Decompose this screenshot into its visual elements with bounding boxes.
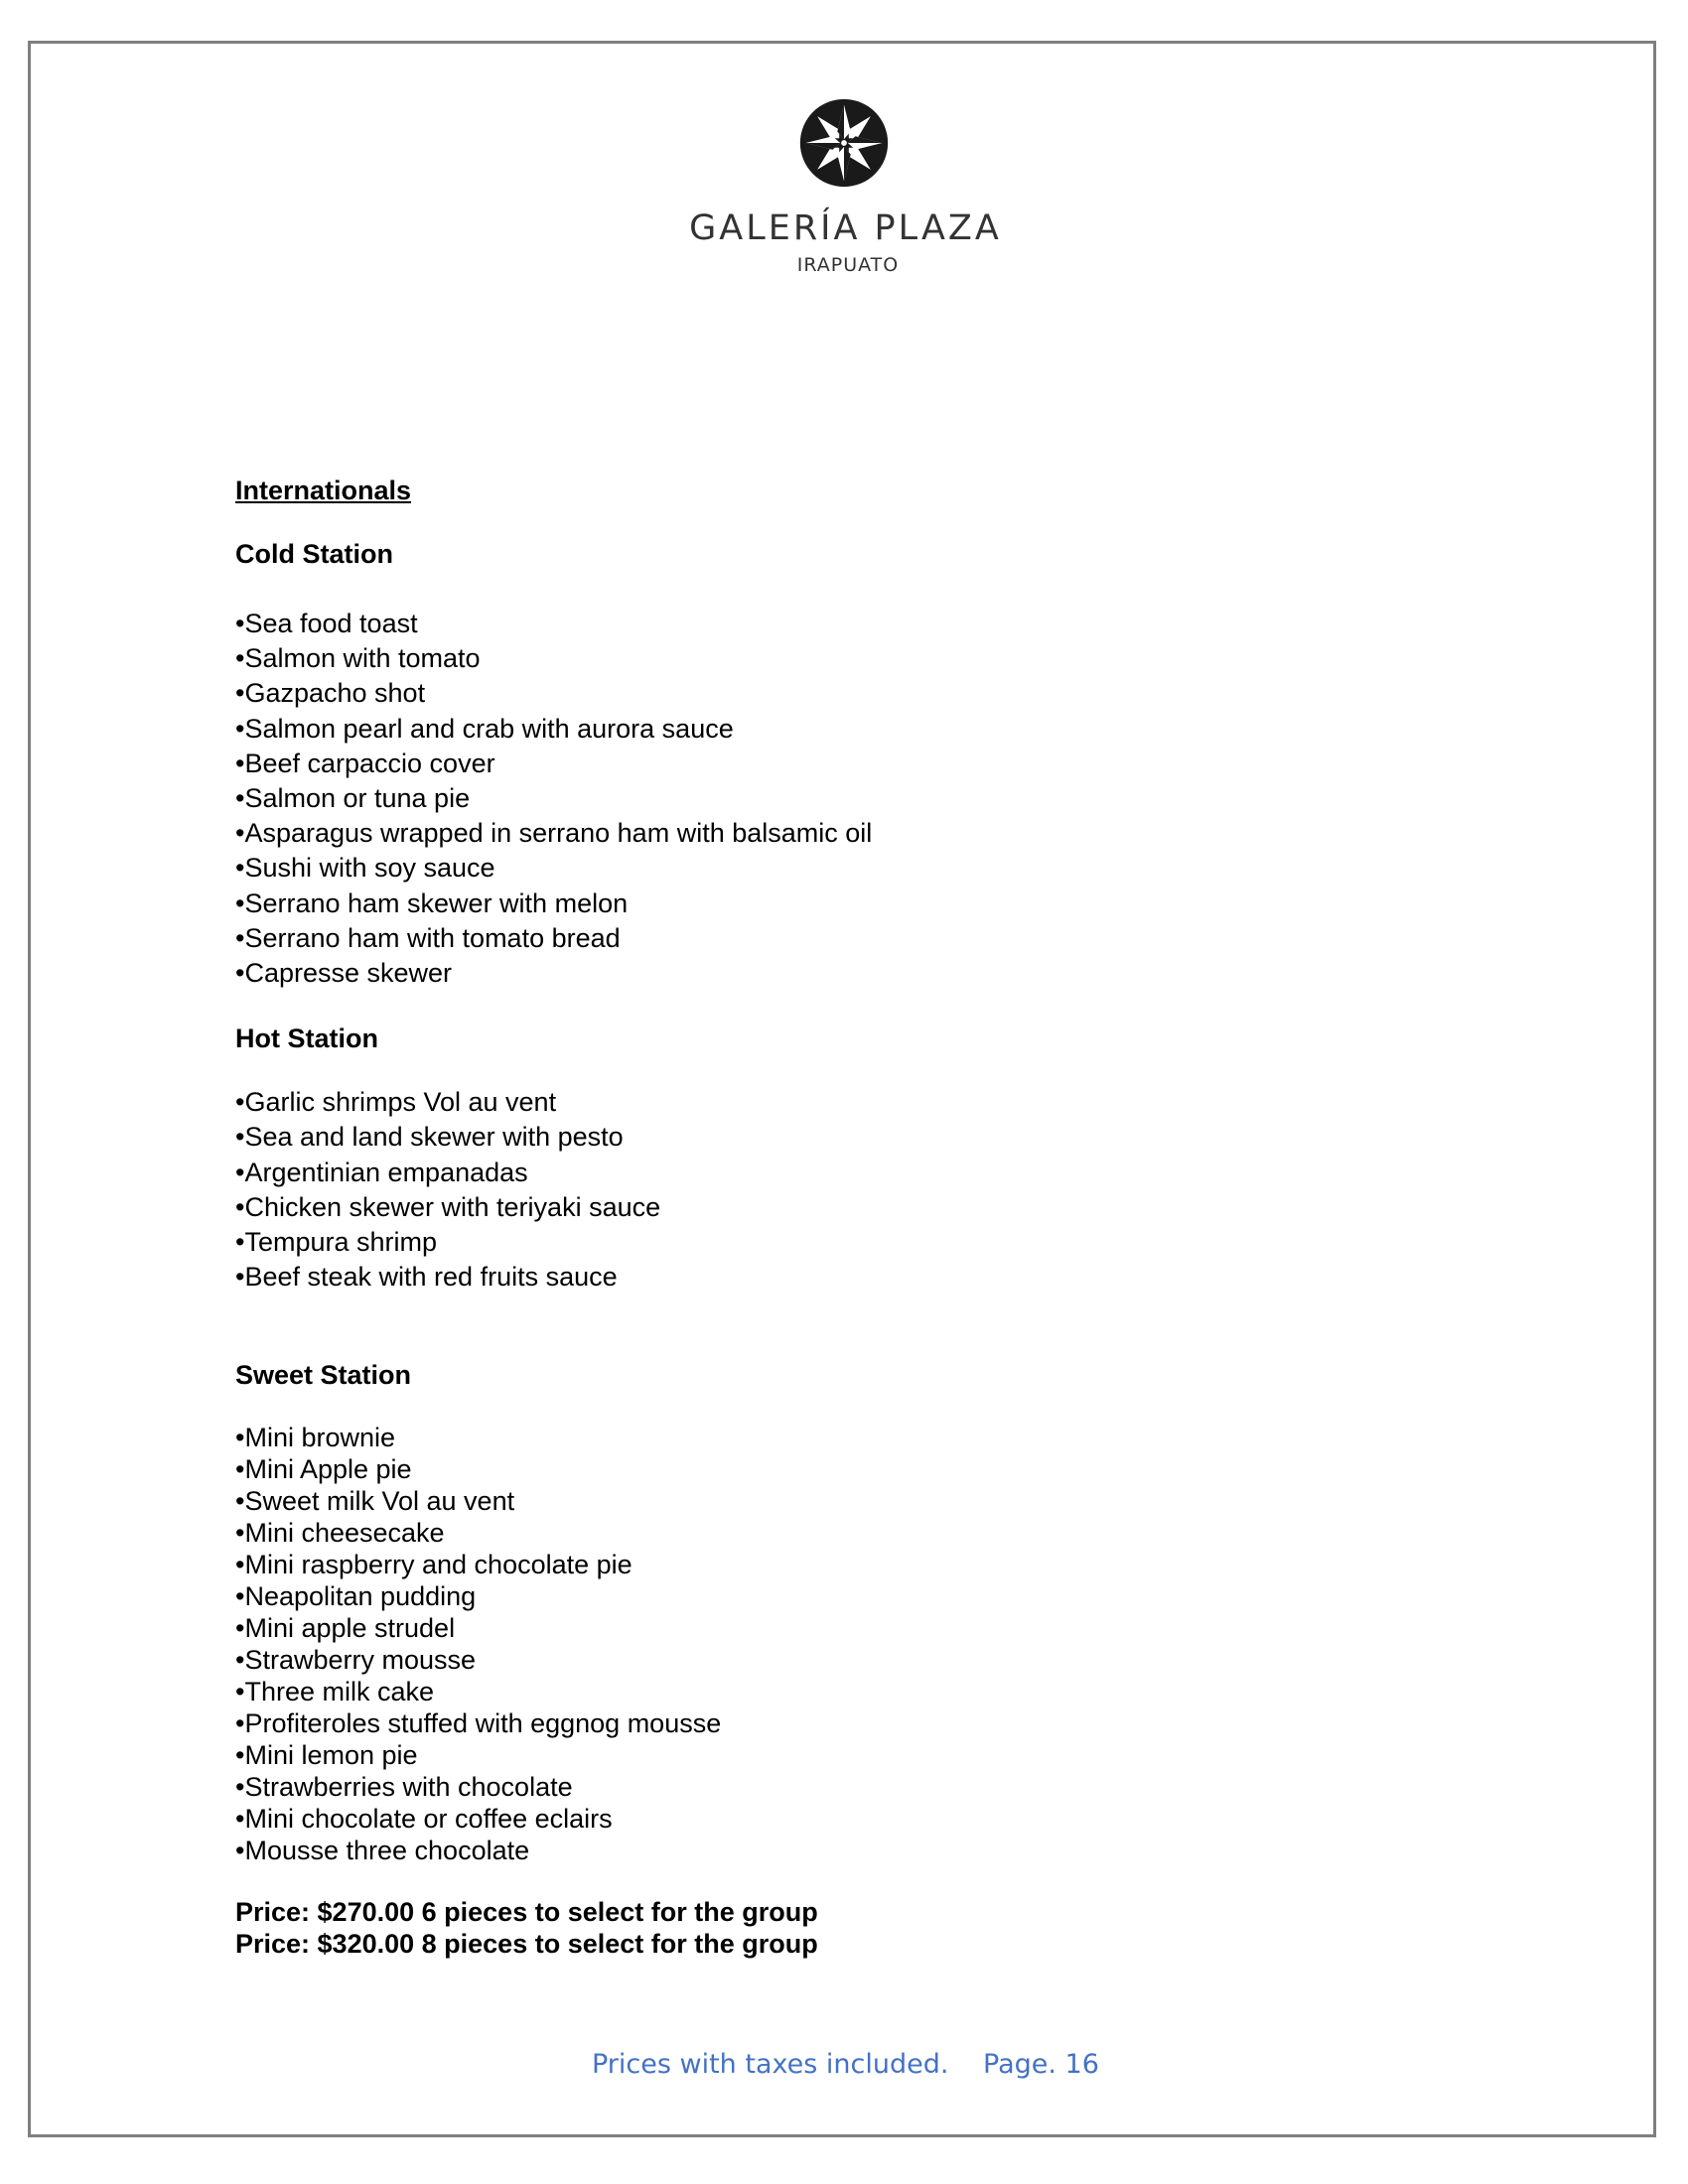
price-line-6-pieces: Price: $270.00 6 pieces to select for the group [235,1897,818,1928]
hotel-logo [0,95,1688,276]
list-item: •Mini chocolate or coffee eclairs [235,1804,613,1835]
list-item: •Mini apple strudel [235,1613,456,1644]
sweet-station-title: Sweet Station [235,1360,412,1391]
list-item: •Sea and land skewer with pesto [235,1122,624,1153]
list-item: •Salmon or tuna pie [235,783,471,814]
hot-station-list [235,1085,1526,1295]
list-item: •Serrano ham skewer with melon [235,887,629,918]
list-item: •Mini cheesecake [235,1518,445,1549]
list-item: •Mini Apple pie [235,1454,412,1485]
list-item: •Salmon pearl and crab with aurora sauce [235,713,734,744]
list-item: •Three milk cake [235,1677,435,1707]
list-item: •Neapolitan pudding [235,1581,477,1612]
list-item: •Chicken skewer with teriyaki sauce [235,1191,661,1222]
price-line-8-pieces: Price: $320.00 8 pieces to select for the group [235,1929,818,1960]
list-item: •Capresse skewer [235,958,453,989]
list-item: •Asparagus wrapped in serrano ham with balsamic oil [235,818,873,849]
list-item: •Strawberry mousse [235,1645,477,1676]
hot-station-title: Hot Station [235,1024,378,1054]
page-number: Page. 16 [983,2049,1099,2080]
logo-city: IRAPUATO [796,254,900,276]
list-item: •Gazpacho shot [235,678,426,709]
list-item: •Sweet milk Vol au vent [235,1486,515,1517]
list-item: •Sushi with soy sauce [235,853,495,884]
list-item: •Sea food toast [235,609,418,638]
list-item: •Profiteroles stuffed with eggnog mousse [235,1708,722,1739]
list-item: •Argentinian empanadas [235,1157,528,1187]
menu-content [235,474,1526,1960]
list-item: •Mini raspberry and chocolate pie [235,1550,633,1580]
cold-station-list [235,607,1526,991]
logo-name: GALERÍA PLAZA [689,208,1002,248]
list-item: •Garlic shrimps Vol au vent [235,1087,557,1118]
list-item: •Strawberries with chocolate [235,1772,573,1803]
list-item: •Beef steak with red fruits sauce [235,1262,618,1293]
list-item: •Tempura shrimp [235,1227,438,1258]
sweet-station-list [235,1422,1526,1866]
menu-title: Internationals [235,476,412,505]
cold-station-title: Cold Station [235,539,393,569]
list-item: •Salmon with tomato [235,643,481,674]
list-item: •Mini lemon pie [235,1740,418,1771]
list-item: •Mousse three chocolate [235,1836,530,1866]
price-block [235,1896,1526,1960]
list-item: •Mini brownie [235,1423,396,1453]
star-compass-logo-icon [796,95,892,191]
list-item: •Beef carpaccio cover [235,748,495,778]
list-item: •Serrano ham with tomato bread [235,922,621,953]
footer-tax-note: Prices with taxes included. [592,2049,949,2080]
